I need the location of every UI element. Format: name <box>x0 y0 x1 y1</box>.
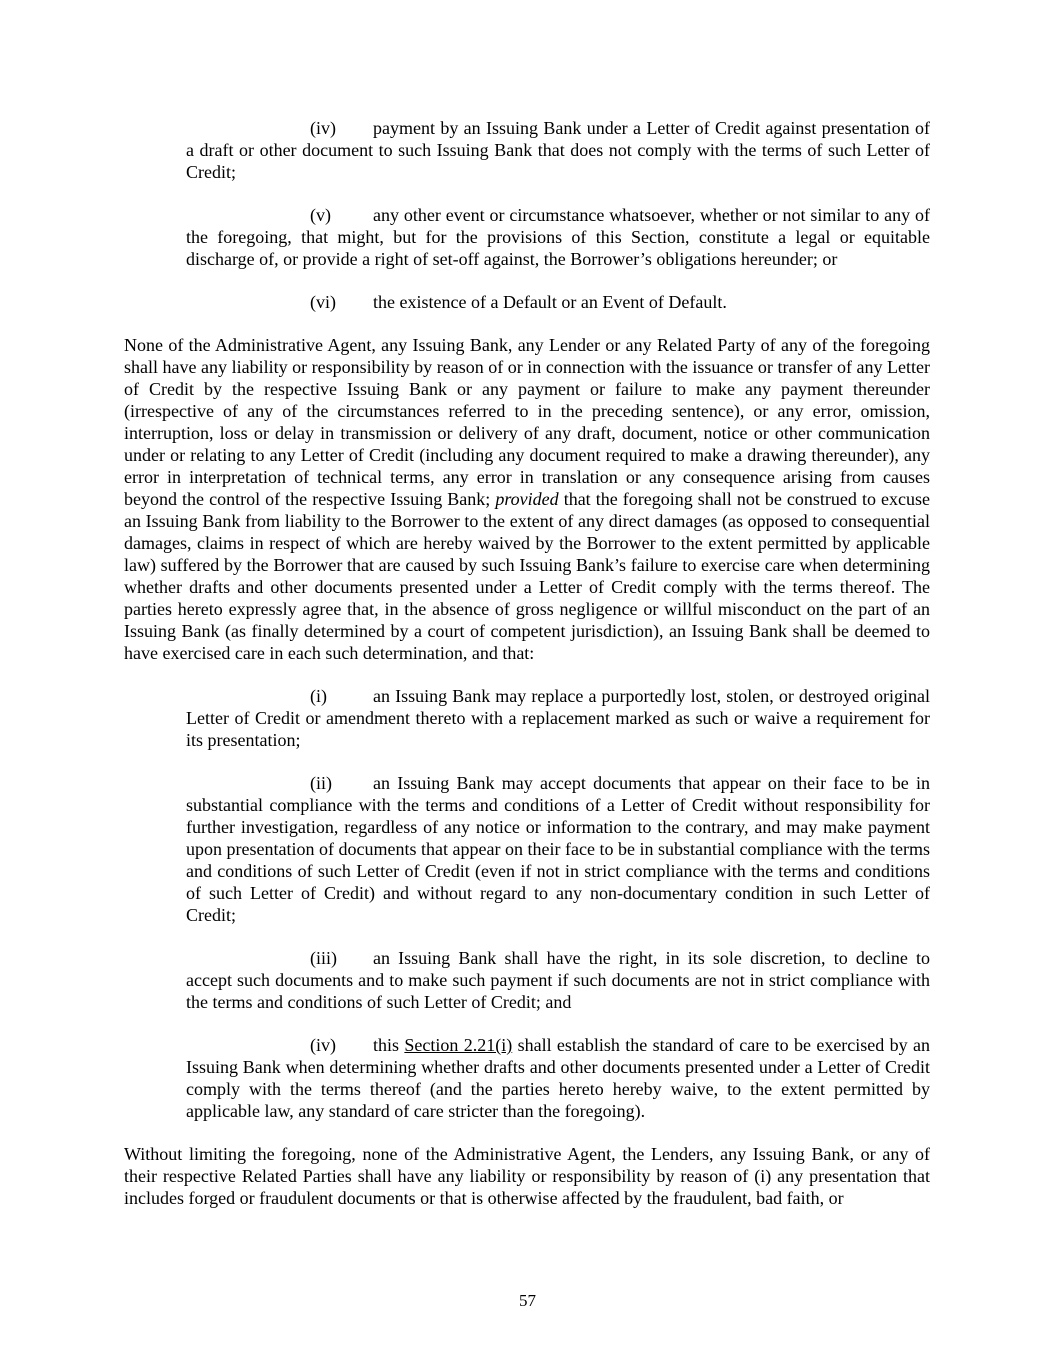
clause-text: this <box>373 1035 405 1055</box>
paragraph-without-limiting: Without limiting the foregoing, none of the Administrative Agent, the Lenders, any Issuing Bank, or any of their respective Related Parties shall have any liability or responsibility by reason of (i) any presentation that includes forged or fraudulent documents or that is otherwise affected by the fraudulent, bad faith, or <box>124 1144 930 1208</box>
clause-v-other-event <box>186 204 930 270</box>
clause-label: (i) <box>310 686 327 706</box>
proviso-italic: provided <box>495 489 559 509</box>
clause-ii-accept-documents <box>186 772 930 926</box>
clause-text: the existence of a Default or an Event of Default. <box>373 292 727 312</box>
clause-iv-payment <box>186 117 930 183</box>
clause-label: (iv) <box>310 118 336 138</box>
page-content <box>124 117 930 1230</box>
clause-text: payment by an Issuing Bank under a Letter of Credit against presentation of a draft or other document to such Issuing Bank that does not comply with the terms of such Letter of Credit; <box>186 118 930 182</box>
paragraph-no-liability <box>124 334 930 664</box>
clause-text: an Issuing Bank shall have the right, in its sole discretion, to decline to accept such documents and to make such payment if such documents are not in strict compliance with the terms and conditions of such Letter of Credit; and <box>186 948 930 1012</box>
clause-text: shall establish the standard of care to be exercised by an Issuing Bank when determining whether drafts and other documents presented under a Letter of Credit comply with the terms thereof (and the parties hereto hereby waive, to the extent permitted by applicable law, any standard of care stricter than the foregoing). <box>186 1035 930 1121</box>
clause-label: (iii) <box>310 948 337 968</box>
clause-i-replace <box>186 685 930 751</box>
clause-label: (iv) <box>310 1035 336 1055</box>
clause-text: any other event or circumstance whatsoever, whether or not similar to any of the foregoing, that might, but for the provisions of this Section, constitute a legal or equitable discharge of, or provide a right of set-off against, the Borrower’s obligations hereunder; or <box>186 205 930 269</box>
clause-label: (v) <box>310 205 331 225</box>
clause-iv-standard-of-care <box>186 1034 930 1122</box>
paragraph-text: None of the Administrative Agent, any Issuing Bank, any Lender or any Related Party of any of the foregoing shall have any liability or responsibility by reason of or in connection with the issuance or transfer of any Letter of Credit by the respective Issuing Bank or any payment or failure to make any payment thereunder (irrespective of any of the circumstances referred to in the preceding sentence), or any error, omission, interruption, loss or delay in transmission or delivery of any draft, document, notice or other communication under or relating to any Letter of Credit (including any document required to make a drawing thereunder), any error in interpretation of technical terms, any error in translation or any consequence arising from causes beyond the control of the respective Issuing Bank; <box>124 335 930 509</box>
clause-text: an Issuing Bank may replace a purportedly lost, stolen, or destroyed original Letter of Credit or amendment thereto with a replacement marked as such or waive a requirement for its presentation; <box>186 686 930 750</box>
clause-label: (ii) <box>310 773 332 793</box>
clause-label: (vi) <box>310 292 336 312</box>
page-number: 57 <box>519 1291 536 1310</box>
clause-vi-default <box>186 291 930 313</box>
clause-iii-decline <box>186 947 930 1013</box>
paragraph-text: that the foregoing shall not be construed to excuse an Issuing Bank from liability to the Borrower to the extent of any direct damages (as opposed to consequential damages, claims in respect of which are hereby waived by the Borrower to the extent permitted by applicable law) suffered by the Borrower that are caused by such Issuing Bank’s failure to exercise care when determining whether drafts and other documents presented under a Letter of Credit comply with the terms thereof. The parties hereto expressly agree that, in the absence of gross negligence or willful misconduct on the part of an Issuing Bank (as finally determined by a court of competent jurisdiction), an Issuing Bank shall be deemed to have exercised care in each such determination, and that: <box>124 489 930 663</box>
section-2-21-i-link[interactable]: Section 2.21(i) <box>404 1035 513 1055</box>
clause-text: an Issuing Bank may accept documents that appear on their face to be in substantial compliance with the terms and conditions of a Letter of Credit without responsibility for further investigation, regardless of any notice or information to the contrary, and may make payment upon presentation of documents that appear on their face to be in substantial compliance with the terms and conditions of such Letter of Credit (even if not in strict compliance with the terms and conditions of such Letter of Credit) and without regard to any non-documentary condition in such Letter of Credit; <box>186 773 930 925</box>
